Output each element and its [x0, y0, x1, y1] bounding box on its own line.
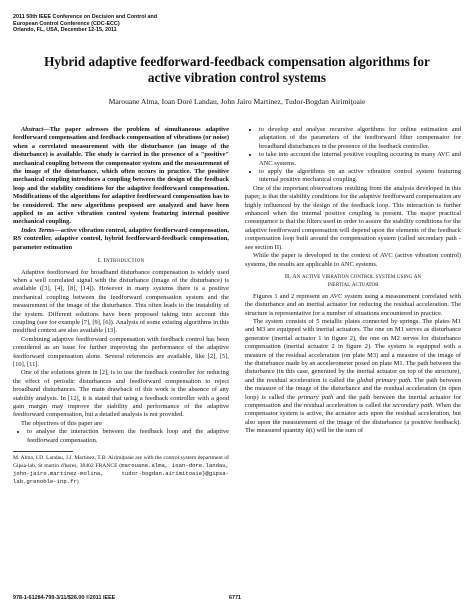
- text-span: . When the compensator system is active, the actuator acts upon the residual acceleration, but also upon the measurement of the image of the disturbance (a positive feedback). The measured quantity û(t) will be the sum of: [245, 402, 461, 435]
- left-column: [13, 126, 229, 486]
- author-list: Marouane Alma, Ioan Doré Landau, John Jairo Martinez, Tudor-Bogdan Airimiţoaie: [108, 97, 366, 106]
- isbn-footer: 978-1-61284-799-3/11/$26.00 ©2011 IEEE: [13, 595, 116, 601]
- conference-line: 2011 50th IEEE Conference on Decision and Control and: [13, 14, 158, 20]
- title-line: Hybrid adaptive feedforward-feedback compensation algorithms for: [44, 54, 430, 69]
- conference-line: European Control Conference (CDC-ECC): [13, 20, 120, 27]
- section2-paragraph: [245, 318, 461, 436]
- section-heading-introduction: I. Introduction: [97, 257, 145, 265]
- abstract-text: The paper adresses the problem of simultaneous adaptive feedforward compensation and feedback compensation of vibrations (or noise) when a correlated measurement with the disturbance (an image of the disturbance) is available. The study is carried in the presence of a "positive" mechanical coupling between the compensator system and the measurement of the image of the disturbance, which often occurs in practice. The positive mechanical coupling introduces a coupling between the design of the feedback loop and the stability conditions for the adaptive feedforward compensation. Modifications of the algorithms for adaptive feedforward compensation has to be considered. The new algorithms proposed are analyzed and have been applied to an active vibration control system featuring internal positive mechanical coupling.: [13, 126, 229, 226]
- page-number: 6771: [229, 595, 241, 601]
- intro-paragraph: The objectives of this paper are: [21, 419, 102, 427]
- footnote-text: ): [76, 479, 79, 486]
- term-global-primary-path: global primary path: [357, 376, 411, 384]
- text-span: The system consists of 5 metallic plates connected by springs. The plates M1 and M3 are equipped with inertial actuators. The one on M1 serves as disturbance generator (inertial actuator 1 in figure 2), the one on M2 serves for disturbance compensation (inertial actuator 2 in figure 2). The system is equipped with a measure of the residual acceleration (on plate M3) and a measure of the image of the disturbance made by an accelerometer posed on plate M1. The path between the disturbance (in this case, generated by the inertial actuator on top of the structure), and the residual acceleration is called the: [245, 317, 461, 384]
- abstract: [13, 126, 229, 227]
- text-span: and the path between the inertial actuator for compensation and the residual acceleration is called the: [245, 393, 461, 409]
- footnote-text: M. Alma, I.D. Landau, J.J. Martinez, T.B. Airimiţoaie are with the control system department of Gipsa-lab, St martin d'heres, 38402 FRANCE (: [13, 455, 229, 470]
- right-column: [245, 126, 461, 436]
- title-line: active vibration control systems: [147, 70, 327, 85]
- intro-paragraph: While the paper is developed in the context of AVC (active vibration control) systems, the results are applicable to ANC systems.: [245, 252, 461, 268]
- paper-title: [20, 54, 454, 86]
- term-secondary-path: secondary path: [392, 402, 433, 409]
- section2-paragraph: Figures 1 and 2 represent an AVC system using a measurement correlated with the disturbance and an inertial actuator for reducing the residual acceleration. The structure is representative for a number of situations encountered in practice.: [245, 292, 461, 317]
- intro-paragraph: One of the important observations resulting from the analysis developed in this paper, is that the stability conditions for the adaptive feedforward compensation are highly influenced by the design of the feedback loop. This interaction is further enhanced when the internal positive coupling is present. The major practical consequence is that the filters used in order to assure the stability conditions for the adaptive feedforward compensation will depend upon the elements of the feedback compensation loop built around the compensation system (called secondary path - see section II).: [245, 184, 461, 251]
- conference-line: Orlando, FL, USA, December 12-15, 2011: [13, 27, 117, 34]
- footnote-emails: marouane.alma, ioan-dore.landau, john-jairo.martinez-molina, tudor-bogdan.airimitoaie}@gipsa-lab.grenoble-inp.fr: [13, 462, 229, 486]
- section-heading-avc-system: II. An active vibration control system using an inertial actuator: [284, 272, 422, 289]
- intro-paragraph: Combining adaptive feedforward compensation with feedback control has been considered as an issue for further improving the performance of the adaptive feedforward compensation alone. Several references are available, like [2], [5], [10], [11].: [13, 335, 229, 368]
- index-terms-text: active vibration control, adaptive feedforward compensation, RS controller, adaptive control, hybrid feedforward-feedback compensation, parameter estimation: [13, 226, 229, 251]
- text-span: . The path between the measure of the image of the disturbance and the residual acceleration (in open loop) is called the: [245, 376, 461, 401]
- conference-header: [13, 14, 253, 34]
- objective-item: • to take into account the internal positive coupling occuring in many AVC and ANC systems.: [259, 151, 461, 168]
- term-primary-path: primary path: [298, 393, 334, 401]
- index-terms-label: Index Terms—: [21, 226, 61, 234]
- objective-item: • to develop and analyse recursive algorithms for online estimation and adaptation of the parameters of the feedforward filter compensator for broadband disturbances in the presence of the feedback controller.: [259, 126, 461, 151]
- footnote: [13, 455, 229, 486]
- footnote-rule: [13, 451, 73, 452]
- intro-paragraph: Adaptive feedforward for broadband disturbance compensation is widely used when a well correlated signal with the disturbance (image of the disturbance) is available ([3], [4], [8], [14]). However in many systems there is a positive mechanical coupling between the feedforward compensation system and the measurement of the image of the disturbance. This often leads to the instability of the system. Different solutions have been proposed taking into account this coupling (see for example [7], [9], [6]). Analysis of some existing algorithms in this modified context are also available [13].: [13, 268, 229, 335]
- abstract-label: Abstract—: [21, 126, 50, 133]
- objective-item: • to analyse the interaction between the feedback loop and the adaptive feedforward compensation.: [27, 428, 229, 445]
- objectives-list: [13, 428, 229, 445]
- index-terms: [13, 227, 229, 252]
- intro-paragraph: One of the solutions given in [2], is to use the feedback controller for reducing the effect of periodic disturbances and feedforward compensation to reject broadband disturbances. The main drawback of this work is the absence of any stability analysis. In [12], it is stated that using a feedback controller with a good gain margin may improve the stability and performance of the adaptive feedforward compensation, but a detailed analysis is not provided.: [13, 369, 229, 419]
- objective-item: • to apply the algorithms on an active vibration control system featuring internal positive mechanical coupling.: [259, 168, 461, 185]
- objectives-list: [245, 126, 461, 185]
